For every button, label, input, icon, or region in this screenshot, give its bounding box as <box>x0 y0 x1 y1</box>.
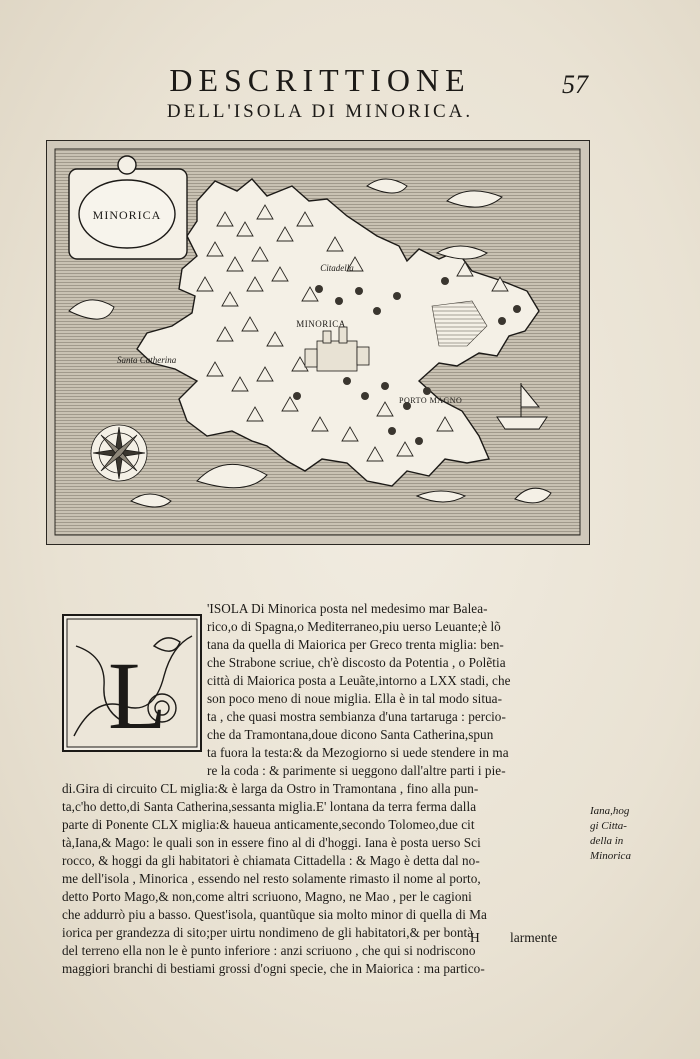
floral-initial-icon <box>64 616 200 750</box>
text-line: del terreno ella non le è punto inferiore : anzi scriuono , che qui si nodriscono <box>62 943 476 958</box>
text-line: detto Porto Mago,& non,come altri scriuono, Magno, ne Mao , per le cagioni <box>62 889 472 904</box>
compass-rose-icon <box>91 425 147 481</box>
text-line: di.Gira di circuito CL miglia:& è larga da Ostro in Tramontana , fino alla pun- <box>62 781 479 796</box>
signature-mark: H <box>470 930 480 945</box>
text-line: ta,c'ho detto,di Santa Catherina,sessanta miglia.E' lontana da terra ferma dalla <box>62 799 477 814</box>
label-santa-catherina: Santa Catherina <box>117 355 177 365</box>
text-line: città di Maiorica posta a Leuãte,intorno a LXX stadi, che <box>207 673 511 688</box>
text-line: che da Tramontana,doue dicono Santa Catherina,spun <box>207 727 494 742</box>
margin-note-line: gi Citta- <box>590 820 627 832</box>
text-line: rocco, & hoggi da gli habitatori è chiamata Cittadella : & Mago è detta dal no- <box>62 853 480 868</box>
cartouche-label: MINORICA <box>92 208 162 222</box>
text-line: iorica per grandezza di sito;per uirtu nondimeno de gli habitatori,& per bontà <box>62 925 474 940</box>
label-porto-magno: PORTO MAGNO <box>399 396 463 405</box>
page-subtitle: DELL'ISOLA DI MINORICA. <box>166 101 474 122</box>
text-line: re la coda : & parimente si ueggono dall'altre parti i pie- <box>207 763 506 778</box>
text-line: rico,o di Spagna,o Mediterraneo,piu uerso Leuante;è lõ <box>207 619 501 634</box>
text-line: ta , che quasi mostra sembianza d'una tartaruga : percio- <box>207 709 506 724</box>
drop-cap-letter: L <box>108 642 167 749</box>
text-line: tana da quella di Maiorica per Greco trenta miglia: ben- <box>207 637 504 652</box>
text-line: ta fuora la testa:& da Mezogiorno si uede stendere in ma <box>207 745 509 760</box>
text-line: parte di Ponente CLX miglia:& haueua anticamente,secondo Tolomeo,due cit <box>62 817 475 832</box>
margin-note-line: Iana,hog <box>590 805 630 817</box>
margin-note <box>590 804 700 864</box>
map-illustration <box>46 140 590 545</box>
text-line: che addurrò piu a basso. Quest'isola, quantũque sia molto minor di quella di Ma <box>62 907 487 922</box>
text-line: tà,Iana,& Mago: le quali son in essere fino al di d'hoggi. Iana è posta uerso Sci <box>62 835 481 850</box>
page-number: 57 <box>562 70 588 99</box>
decorated-initial <box>62 614 202 752</box>
text-line: maggiori branchi di bestiami grossi d'ogni specie, che in Maiorica : ma partico- <box>62 961 485 976</box>
text-line: che Strabone scriue, ch'è discosto da Potentia , o Polẽtia <box>207 655 506 670</box>
catchword: larmente <box>510 930 558 945</box>
map-engraving <box>47 141 588 543</box>
label-minorica: MINORICA <box>296 319 346 329</box>
page-title: DESCRITTIONE <box>169 62 471 98</box>
label-citadella: Citadella <box>320 263 354 273</box>
margin-note-line: della in <box>590 835 624 847</box>
text-line: me dell'isola , Minorica , essendo nel resto solamente rimasto il nome al porto, <box>62 871 481 886</box>
text-line: son poco meno di noue miglia. Ella è in tal modo situa- <box>207 691 503 706</box>
margin-note-line: Minorica <box>590 850 631 862</box>
text-line: 'ISOLA Di Minorica posta nel medesimo mar Balea- <box>207 601 488 616</box>
